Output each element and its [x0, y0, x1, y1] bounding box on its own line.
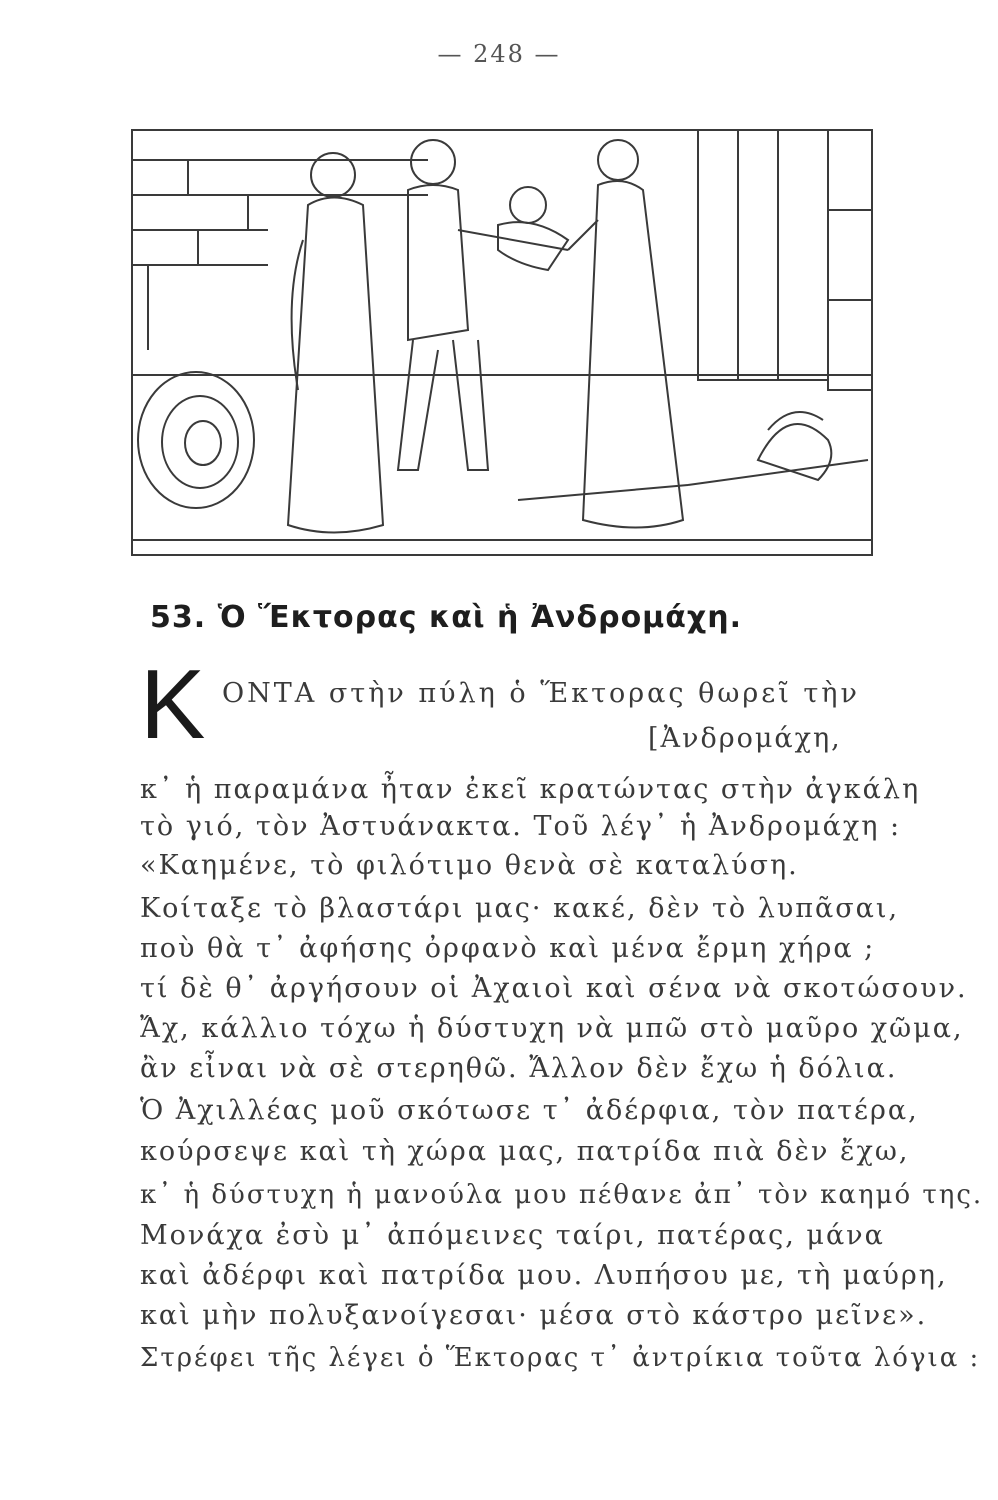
text-line: ΟΝΤΑ στὴν πύλη ὁ Ἕκτορας θωρεῖ τὴν — [222, 678, 860, 709]
text-line: Στρέφει τῆς λέγει ὁ Ἕκτορας τ᾽ ἀντρίκια τοῦτα λόγια : — [140, 1343, 981, 1373]
text-line: καὶ ἀδέρφι καὶ πατρίδα μου. Λυπήσου με, τὴ μαύρη, — [140, 1260, 948, 1291]
page-number: — 248 — — [437, 40, 561, 68]
text-line: ποὺ θὰ τ᾽ ἀφήσης ὀρφανὸ καὶ μένα ἔρμη χήρα ; — [140, 933, 876, 964]
text-line: «Καημένε, τὸ φιλότιμο θενὰ σὲ καταλύση. — [140, 850, 799, 881]
text-line: καὶ μὴν πολυξανοίγεσαι· μέσα στὸ κάστρο μεῖνε». — [140, 1300, 928, 1331]
text-line: τί δὲ θ᾽ ἀργήσουν οἱ Ἀχαιοὶ καὶ σένα νὰ σκοτώσουν. — [140, 973, 968, 1004]
text-line: κ᾽ ἡ παραμάνα ἦταν ἐκεῖ κρατώντας στὴν ἀγκάλη — [140, 774, 921, 805]
text-line: Ἄχ, κάλλιο τόχω ἡ δύστυχη νὰ μπῶ στὸ μαῦρο χῶμα, — [140, 1013, 964, 1044]
text-line: κούρσεψε καὶ τὴ χώρα μας, πατρίδα πιὰ δὲν ἔχω, — [140, 1136, 910, 1167]
chapter-caption: 53. Ὁ Ἕκτορας καὶ ἡ Ἀνδρομάχη. — [150, 600, 742, 635]
drop-cap: Κ — [140, 649, 206, 759]
text-line: Ὁ Ἀχιλλέας μοῦ σκότωσε τ᾽ ἀδέρφια, τὸν πατέρα, — [140, 1095, 919, 1126]
text-line: [Ἀνδρομάχη, — [648, 723, 842, 754]
text-line: ἂν εἶναι νὰ σὲ στερηθῶ. Ἄλλον δὲν ἔχω ἡ δόλια. — [140, 1053, 898, 1084]
text-line: κ᾽ ἡ δύστυχη ἡ μανούλα μου πέθανε ἀπ᾽ τὸν καημό της. — [140, 1180, 984, 1210]
engraving-illustration — [128, 100, 880, 560]
text-line: Κοίταξε τὸ βλαστάρι μας· κακέ, δὲν τὸ λυπᾶσαι, — [140, 893, 900, 924]
text-line: τὸ γιό, τὸν Ἀστυάνακτα. Τοῦ λέγ᾽ ἡ Ἀνδρομάχη : — [140, 811, 902, 842]
text-line: Μονάχα ἐσὺ μ᾽ ἀπόμεινες ταίρι, πατέρας, μάνα — [140, 1220, 885, 1251]
